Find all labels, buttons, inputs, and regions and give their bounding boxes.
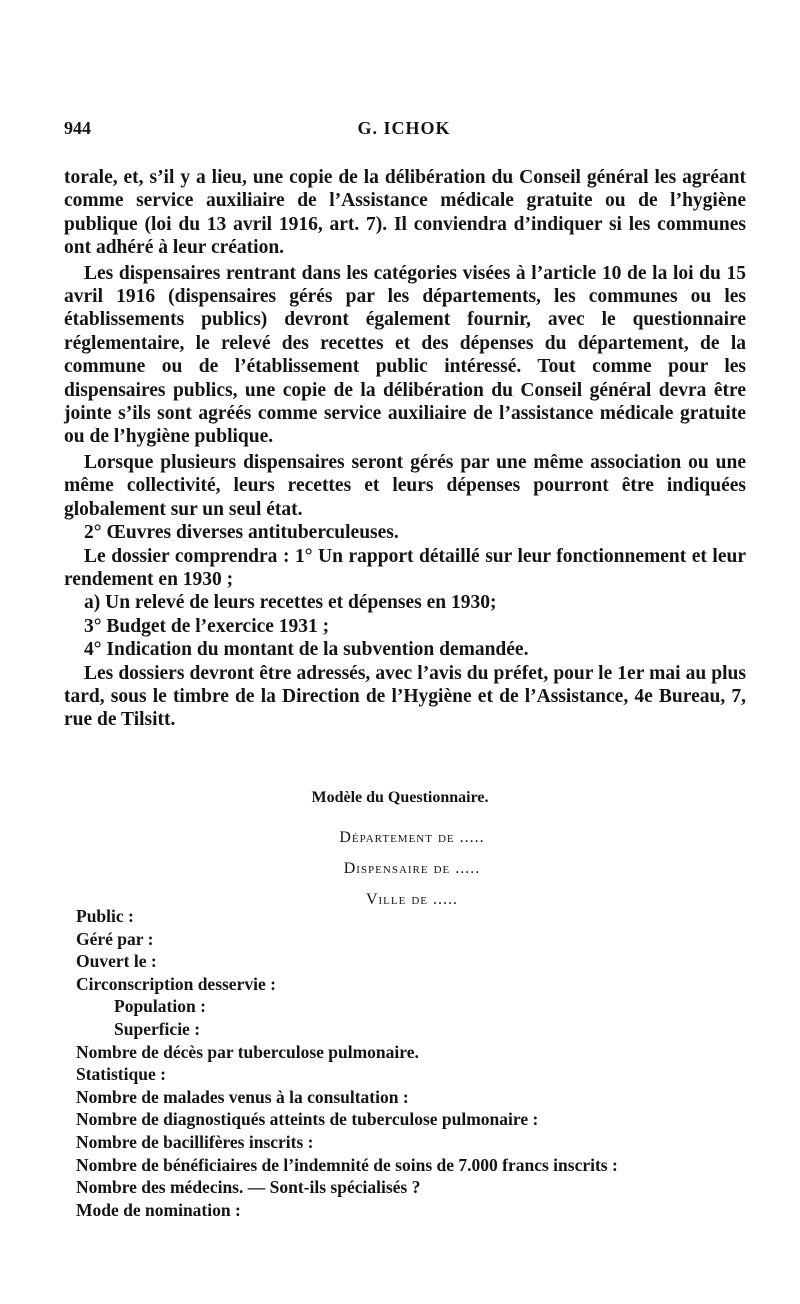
paragraph: 3° Budget de l’exercice 1931 ; (84, 615, 330, 637)
body-text (64, 166, 746, 732)
paragraph: Le dossier comprendra : 1° Un rapport détaillé sur leur fonctionnement et leur rendement en 1930 ; (64, 545, 746, 590)
form-field: Statistique : (76, 1064, 166, 1085)
form-field: Circonscription desservie : (76, 973, 276, 994)
page-header (64, 118, 744, 142)
paragraph: torale, et, s’il y a lieu, une copie de la délibération du Conseil général les agréant comme service auxiliaire de l’Assistance médicale gratuite ou de l’hygiène publique (loi du 13 avril 1916, art. 7). Il conviendra d’indiquer si les communes ont adhéré à leur création. (64, 167, 746, 259)
form-subfield: Population : (114, 996, 206, 1017)
form-field: Nombre de diagnostiqués atteints de tuberculose pulmonaire : (76, 1109, 539, 1130)
paragraph: 2° Œuvres diverses antituberculeuses. (84, 522, 399, 544)
model-line-ville: Ville de ..... (365, 891, 459, 908)
form-field: Géré par : (76, 928, 154, 949)
paragraph: Les dossiers devront être adressés, avec l’avis du préfet, pour le 1er mai au plus tard, sous le timbre de la Direction de l’Hygiène et de l’Assistance, 4e Bureau, 7, rue de Tilsitt. (64, 662, 746, 731)
questionnaire-fields (76, 905, 756, 1221)
paragraph: a) Un relevé de leurs recettes et dépenses en 1930; (84, 592, 497, 614)
form-field: Nombre de bénéficiaires de l’indemnité de soins de 7.000 francs inscrits : (76, 1154, 618, 1175)
form-subfield: Superficie : (114, 1018, 201, 1039)
model-line-dispensaire: Dispensaire de ..... (343, 860, 481, 877)
paragraph: Les dispensaires rentrant dans les catégories visées à l’article 10 de la loi du 15 avril 1916 (dispensaires gérés par les départements, les communes ou les établissements publics) devront également fournir, avec le questionnaire réglementaire, le relevé des recettes et des dépenses du département, de la commune ou de l’établissement public intéressé. Tout comme pour les dispensaires publics, une copie de la délibération du Conseil général devra être jointe s’ils sont agréés comme service auxiliaire de l’assistance médicale gratuite ou de l’hygiène publique. (64, 262, 746, 448)
running-title: G. ICHOK (357, 118, 451, 138)
form-field: Nombre des médecins. — Sont-ils spécialisés ? (76, 1177, 421, 1198)
model-line-departement: Département de ..... (339, 829, 485, 846)
form-field: Public : (76, 906, 134, 926)
page-number: 944 (64, 118, 91, 138)
questionnaire-title: Modèle du Questionnaire. (311, 789, 489, 806)
form-field: Nombre de bacillifères inscrits : (76, 1131, 314, 1152)
form-field: Nombre de décès par tuberculose pulmonaire. (76, 1041, 419, 1062)
paragraph: 4° Indication du montant de la subvention demandée. (84, 639, 529, 661)
paragraph: Lorsque plusieurs dispensaires seront gérés par une même association ou une même collectivité, leurs recettes et leurs dépenses pourront être indiquées globalement sur un seul état. (64, 451, 746, 520)
form-field: Mode de nomination : (76, 1199, 241, 1220)
form-field: Nombre de malades venus à la consultation : (76, 1086, 409, 1107)
form-field: Ouvert le : (76, 951, 157, 972)
